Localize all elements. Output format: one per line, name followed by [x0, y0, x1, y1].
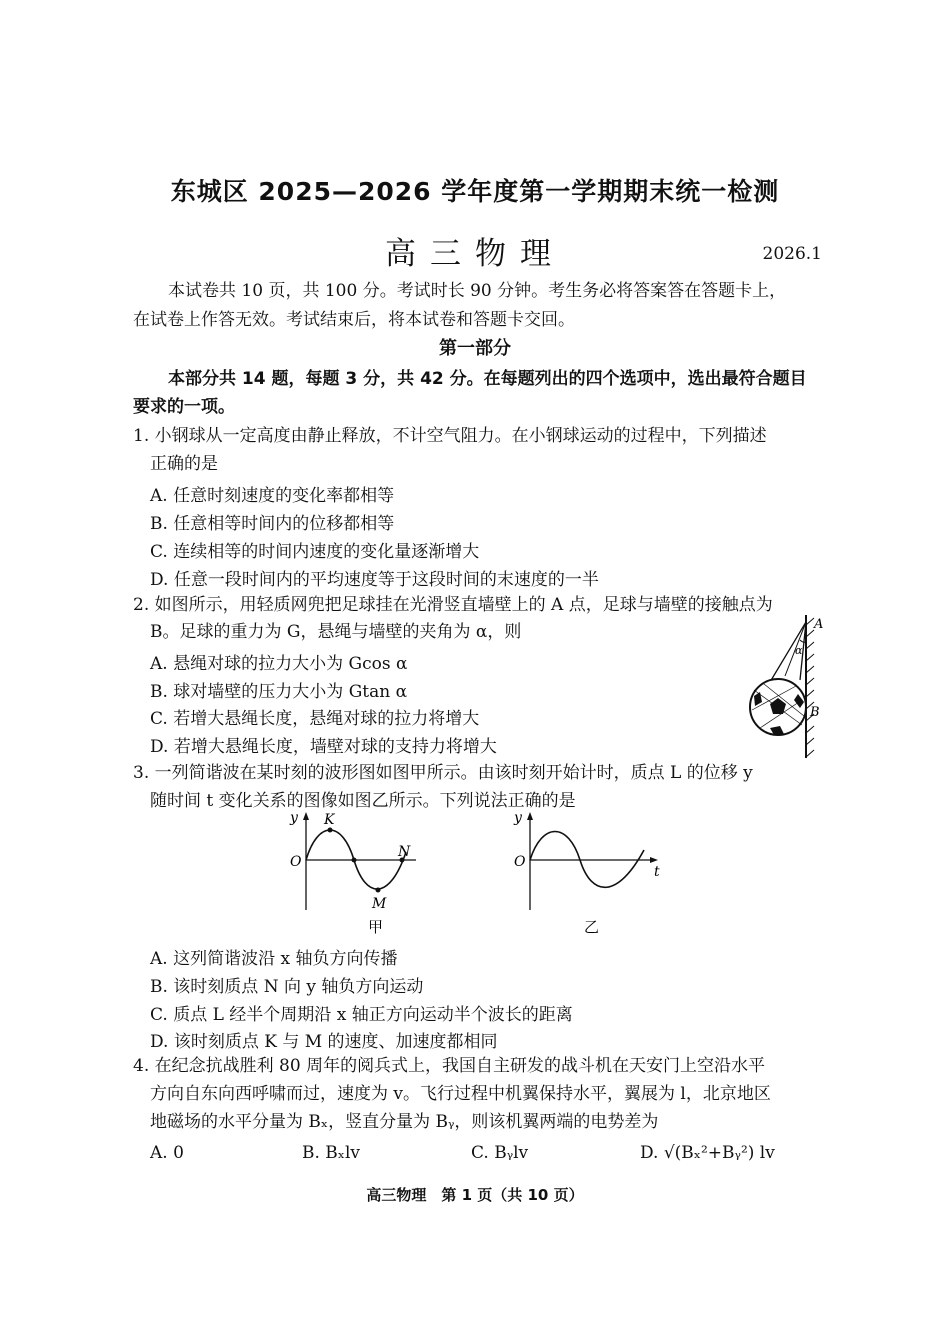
wall-hatching — [806, 618, 814, 757]
q1-option-b: B. 任意相等时间内的位移都相等 — [150, 514, 395, 534]
q1-stem-1: 1. 小钢球从一定高度由静止释放，不计空气阻力。在小钢球运动的过程中，下列描述 — [133, 426, 767, 446]
q2-football-figure — [740, 610, 830, 760]
q3-figure-yi — [508, 808, 678, 938]
q2-option-a: A. 悬绳对球的拉力大小为 Gcos α — [150, 654, 408, 674]
q4-option-b: B. Bₓlv — [302, 1143, 361, 1163]
jia-caption: 甲 — [368, 918, 384, 936]
label-b: B — [810, 705, 820, 720]
intro-line-2: 在试卷上作答无效。考试结束后，将本试卷和答题卡交回。 — [133, 310, 575, 330]
jia-label-m: M — [372, 896, 387, 912]
q1-stem-2: 正确的是 — [150, 454, 218, 474]
q1-option-a: A. 任意时刻速度的变化率都相等 — [150, 486, 395, 506]
label-a: A — [814, 617, 824, 632]
part-one-instructions-1: 本部分共 14 题，每题 3 分，共 42 分。在每题列出的四个选项中，选出最符合题目 — [168, 369, 807, 389]
page-footer: 高三物理 第 1 页（共 10 页） — [366, 1186, 584, 1204]
q4-stem-2: 方向自东向西呼啸而过，速度为 v。飞行过程中机翼保持水平，翼展为 l，北京地区 — [150, 1084, 771, 1104]
intro-line-1: 本试卷共 10 页，共 100 分。考试时长 90 分钟。考生务必将答案答在答题卡上， — [168, 281, 787, 301]
q4-stem-1: 4. 在纪念抗战胜利 80 周年的阅兵式上，我国自主研发的战斗机在天安门上空沿水平 — [133, 1056, 766, 1076]
part-one-title: 第一部分 — [439, 338, 511, 359]
label-alpha: α — [795, 644, 803, 657]
q2-stem-1: 2. 如图所示，用轻质网兜把足球挂在光滑竖直墙壁上的 A 点，足球与墙壁的接触点为 — [133, 595, 773, 615]
yi-t-arrow — [650, 857, 658, 863]
jia-y-arrow — [303, 812, 309, 820]
q3-option-c: C. 质点 L 经半个周期沿 x 轴正方向运动半个波长的距离 — [150, 1005, 573, 1025]
yi-label-o: O — [514, 854, 526, 870]
q3-option-d: D. 该时刻质点 K 与 M 的速度、加速度都相同 — [150, 1032, 498, 1052]
q4-option-c: C. Bᵧlv — [471, 1143, 529, 1163]
q2-option-c: C. 若增大悬绳长度，悬绳对球的拉力将增大 — [150, 709, 480, 729]
yi-label-y: y — [514, 810, 522, 826]
jia-point-l — [352, 858, 357, 863]
q4-option-a: A. 0 — [150, 1143, 184, 1163]
q2-stem-2: B。足球的重力为 G，悬绳与墙壁的夹角为 α，则 — [150, 622, 522, 642]
exam-date: 2026.1 — [762, 244, 822, 264]
q2-option-d: D. 若增大悬绳长度，墙壁对球的支持力将增大 — [150, 737, 497, 757]
jia-label-k: K — [324, 812, 335, 828]
yi-label-t: t — [654, 864, 660, 880]
yi-y-arrow — [527, 812, 533, 820]
jia-label-n: N — [398, 844, 411, 860]
q3-stem-1: 3. 一列简谐波在某时刻的波形图如图甲所示。由该时刻开始计时，质点 L 的位移 y — [133, 763, 753, 783]
q2-option-b: B. 球对墙壁的压力大小为 Gtan α — [150, 682, 408, 702]
jia-label-y: y — [290, 810, 298, 826]
subject-title: 高三物理 — [385, 236, 565, 272]
jia-label-o: O — [290, 854, 302, 870]
part-one-instructions-2: 要求的一项。 — [133, 397, 235, 417]
jia-point-m — [376, 888, 381, 893]
yi-caption: 乙 — [584, 918, 600, 936]
q1-option-d: D. 任意一段时间内的平均速度等于这段时间的末速度的一半 — [150, 570, 599, 590]
q4-option-d: D. √(Bₓ²+Bᵧ²) lv — [640, 1143, 775, 1163]
q3-figure-jia — [284, 808, 454, 938]
q3-option-a: A. 这列简谐波沿 x 轴负方向传播 — [150, 949, 398, 969]
q1-option-c: C. 连续相等的时间内速度的变化量逐渐增大 — [150, 542, 480, 562]
q3-option-b: B. 该时刻质点 N 向 y 轴负方向运动 — [150, 977, 424, 997]
q3-stem-2: 随时间 t 变化关系的图像如图乙所示。下列说法正确的是 — [150, 791, 576, 811]
exam-title: 东城区 2025—2026 学年度第一学期期末统一检测 — [170, 177, 780, 206]
jia-point-k — [328, 828, 333, 833]
q4-stem-3: 地磁场的水平分量为 Bₓ，竖直分量为 Bᵧ，则该机翼两端的电势差为 — [150, 1112, 659, 1132]
